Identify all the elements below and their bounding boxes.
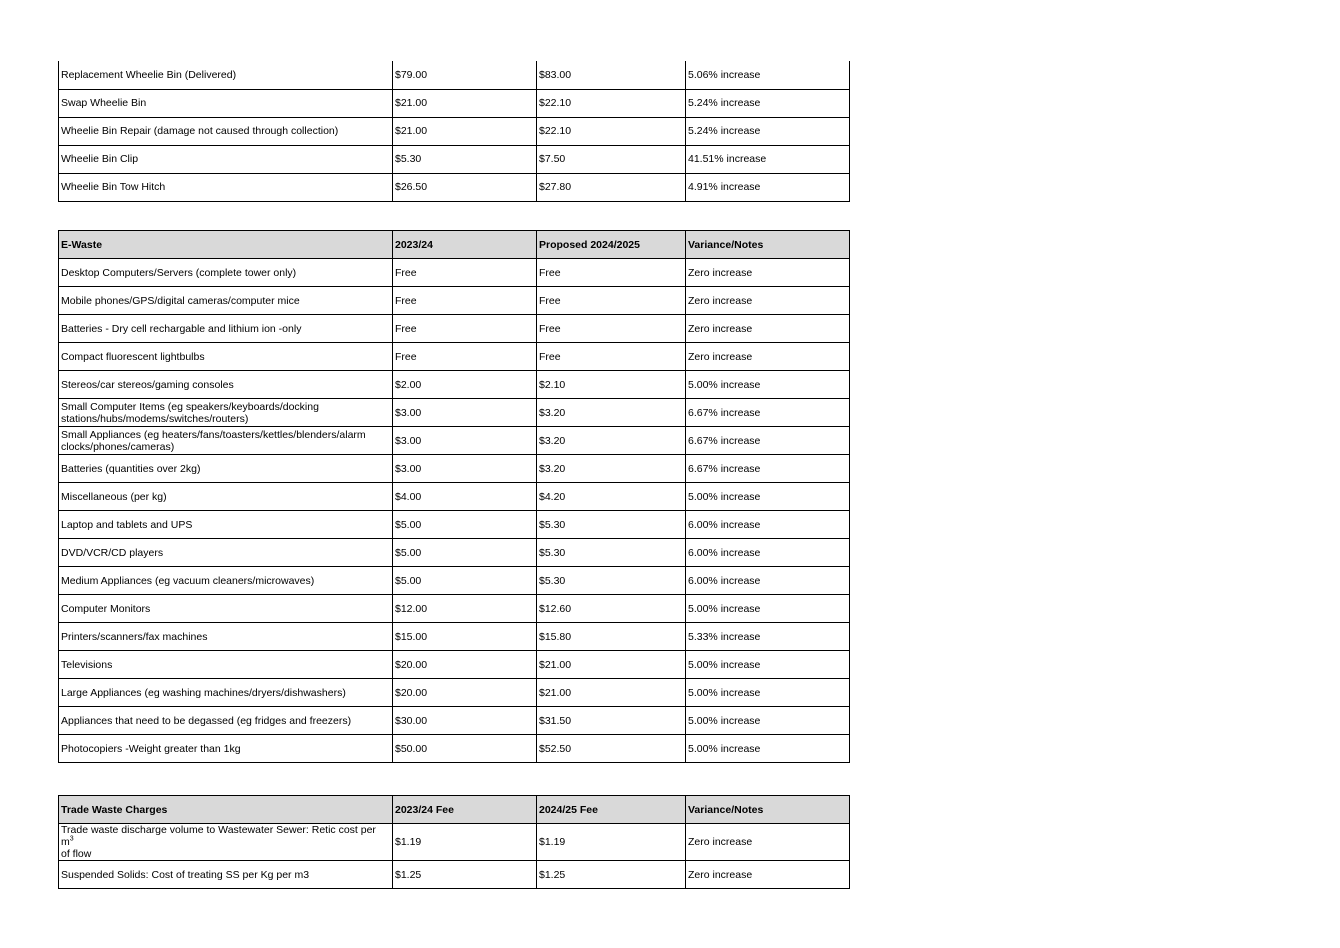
cell-item: Computer Monitors xyxy=(59,595,393,623)
cell-item: Batteries - Dry cell rechargable and lithium ion -only xyxy=(59,315,393,343)
cell-fee-2023: Free xyxy=(393,315,537,343)
cell-item: Large Appliances (eg washing machines/dryers/dishwashers) xyxy=(59,679,393,707)
cell-notes: 6.67% increase xyxy=(686,427,850,455)
cell-fee-2023: $5.00 xyxy=(393,539,537,567)
cell-fee-2023: $3.00 xyxy=(393,455,537,483)
cell-fee-2023: Free xyxy=(393,259,537,287)
cell-fee-2024: $3.20 xyxy=(537,455,686,483)
table-row xyxy=(59,89,850,117)
cell-item: Batteries (quantities over 2kg) xyxy=(59,455,393,483)
cell-fee-2023: $50.00 xyxy=(393,735,537,763)
cell-fee-2023: $4.00 xyxy=(393,483,537,511)
cell-item-text: Trade waste discharge volume to Wastewater Sewer: Retic cost per m xyxy=(61,824,376,848)
cell-fee-2024: $5.30 xyxy=(537,539,686,567)
table-row xyxy=(59,259,850,287)
cell-notes: 41.51% increase xyxy=(686,145,850,173)
cell-notes: Zero increase xyxy=(686,287,850,315)
cell-notes: 5.00% increase xyxy=(686,707,850,735)
cell-notes: 5.06% increase xyxy=(686,61,850,89)
cell-fee-2023: $3.00 xyxy=(393,399,537,427)
cell-notes: 6.00% increase xyxy=(686,539,850,567)
table-row xyxy=(59,117,850,145)
cell-notes: 4.91% increase xyxy=(686,173,850,201)
cell-item-text-continued: of flow xyxy=(61,848,92,860)
cell-fee-2024: $22.10 xyxy=(537,117,686,145)
cell-item: Suspended Solids: Cost of treating SS per Kg per m3 xyxy=(59,861,393,889)
cell-notes: 6.67% increase xyxy=(686,399,850,427)
wheelie-bin-fees-table xyxy=(58,61,850,202)
cell-fee-2024: $21.00 xyxy=(537,651,686,679)
cell-notes: 5.00% increase xyxy=(686,483,850,511)
table-row xyxy=(59,145,850,173)
cell-fee-2023: $2.00 xyxy=(393,371,537,399)
cell-item: Replacement Wheelie Bin (Delivered) xyxy=(59,61,393,89)
table-row xyxy=(59,861,850,889)
table-row xyxy=(59,735,850,763)
cell-fee-2024: $4.20 xyxy=(537,483,686,511)
cell-item: Small Computer Items (eg speakers/keyboards/docking stations/hubs/modems/switches/routers) xyxy=(59,399,393,427)
cell-item xyxy=(59,824,393,861)
header-cell-fee-2024: Proposed 2024/2025 xyxy=(537,231,686,259)
cell-notes: 6.67% increase xyxy=(686,455,850,483)
table-row xyxy=(59,539,850,567)
cell-item: Stereos/car stereos/gaming consoles xyxy=(59,371,393,399)
table-header-row xyxy=(59,231,850,259)
cell-fee-2024: Free xyxy=(537,287,686,315)
cell-fee-2023: $21.00 xyxy=(393,117,537,145)
header-cell-item: Trade Waste Charges xyxy=(59,796,393,824)
cell-notes: 5.00% increase xyxy=(686,651,850,679)
cell-notes: Zero increase xyxy=(686,315,850,343)
cell-fee-2023: $79.00 xyxy=(393,61,537,89)
cell-fee-2024: $83.00 xyxy=(537,61,686,89)
table-row xyxy=(59,343,850,371)
superscript-unit: 3 xyxy=(69,835,74,843)
cell-notes: 5.00% increase xyxy=(686,595,850,623)
wheelie-bin-fees-body xyxy=(59,61,850,201)
cell-fee-2024: $1.19 xyxy=(537,824,686,861)
table-row xyxy=(59,679,850,707)
table-row xyxy=(59,173,850,201)
trade-waste-charges-body xyxy=(59,824,850,889)
cell-notes: Zero increase xyxy=(686,259,850,287)
cell-fee-2024: $5.30 xyxy=(537,567,686,595)
table-row xyxy=(59,567,850,595)
cell-fee-2023: $12.00 xyxy=(393,595,537,623)
cell-fee-2023: $3.00 xyxy=(393,427,537,455)
table-row xyxy=(59,483,850,511)
cell-fee-2024: $21.00 xyxy=(537,679,686,707)
cell-notes: 5.24% increase xyxy=(686,89,850,117)
table-row xyxy=(59,595,850,623)
cell-fee-2024: Free xyxy=(537,259,686,287)
header-cell-fee-2023: 2023/24 xyxy=(393,231,537,259)
cell-fee-2024: $5.30 xyxy=(537,511,686,539)
table-header-row xyxy=(59,796,850,824)
cell-fee-2024: $15.80 xyxy=(537,623,686,651)
table-row xyxy=(59,399,850,427)
cell-item: Printers/scanners/fax machines xyxy=(59,623,393,651)
cell-fee-2024: $7.50 xyxy=(537,145,686,173)
cell-notes: 6.00% increase xyxy=(686,511,850,539)
header-cell-notes: Variance/Notes xyxy=(686,796,850,824)
ewaste-fees-body xyxy=(59,259,850,763)
cell-fee-2024: $12.60 xyxy=(537,595,686,623)
cell-fee-2023: Free xyxy=(393,287,537,315)
cell-fee-2024: $2.10 xyxy=(537,371,686,399)
cell-item: Appliances that need to be degassed (eg fridges and freezers) xyxy=(59,707,393,735)
cell-item: Desktop Computers/Servers (complete tower only) xyxy=(59,259,393,287)
cell-item: Mobile phones/GPS/digital cameras/computer mice xyxy=(59,287,393,315)
cell-item: Televisions xyxy=(59,651,393,679)
cell-fee-2023: $26.50 xyxy=(393,173,537,201)
cell-item: Wheelie Bin Clip xyxy=(59,145,393,173)
cell-fee-2023: $20.00 xyxy=(393,679,537,707)
cell-fee-2024: $22.10 xyxy=(537,89,686,117)
cell-notes: Zero increase xyxy=(686,861,850,889)
cell-fee-2023: $5.30 xyxy=(393,145,537,173)
table-row xyxy=(59,61,850,89)
table-row xyxy=(59,651,850,679)
cell-fee-2023: $21.00 xyxy=(393,89,537,117)
cell-notes: 5.00% increase xyxy=(686,735,850,763)
table-row xyxy=(59,371,850,399)
cell-fee-2023: $5.00 xyxy=(393,567,537,595)
table-row xyxy=(59,623,850,651)
table-row xyxy=(59,315,850,343)
cell-fee-2023: $1.25 xyxy=(393,861,537,889)
table-row xyxy=(59,511,850,539)
cell-fee-2024: Free xyxy=(537,315,686,343)
table-row xyxy=(59,427,850,455)
cell-fee-2024: $3.20 xyxy=(537,427,686,455)
cell-fee-2024: Free xyxy=(537,343,686,371)
cell-item: Small Appliances (eg heaters/fans/toasters/kettles/blenders/alarm clocks/phones/cameras) xyxy=(59,427,393,455)
cell-fee-2023: Free xyxy=(393,343,537,371)
table-row xyxy=(59,455,850,483)
cell-item: Miscellaneous (per kg) xyxy=(59,483,393,511)
cell-notes: 6.00% increase xyxy=(686,567,850,595)
cell-item: Medium Appliances (eg vacuum cleaners/microwaves) xyxy=(59,567,393,595)
cell-fee-2023: $20.00 xyxy=(393,651,537,679)
ewaste-fees-table xyxy=(58,230,850,763)
header-cell-item: E-Waste xyxy=(59,231,393,259)
cell-item: DVD/VCR/CD players xyxy=(59,539,393,567)
cell-item: Wheelie Bin Repair (damage not caused through collection) xyxy=(59,117,393,145)
cell-fee-2023: $15.00 xyxy=(393,623,537,651)
cell-item: Swap Wheelie Bin xyxy=(59,89,393,117)
header-cell-fee-2024: 2024/25 Fee xyxy=(537,796,686,824)
cell-item: Wheelie Bin Tow Hitch xyxy=(59,173,393,201)
header-cell-notes: Variance/Notes xyxy=(686,231,850,259)
header-cell-fee-2023: 2023/24 Fee xyxy=(393,796,537,824)
cell-notes: 5.33% increase xyxy=(686,623,850,651)
table-row xyxy=(59,707,850,735)
trade-waste-charges-table xyxy=(58,795,850,889)
cell-fee-2024: $52.50 xyxy=(537,735,686,763)
cell-fee-2023: $5.00 xyxy=(393,511,537,539)
cell-notes: 5.24% increase xyxy=(686,117,850,145)
cell-notes: 5.00% increase xyxy=(686,371,850,399)
cell-item: Photocopiers -Weight greater than 1kg xyxy=(59,735,393,763)
cell-fee-2024: $31.50 xyxy=(537,707,686,735)
cell-item: Laptop and tablets and UPS xyxy=(59,511,393,539)
cell-fee-2023: $1.19 xyxy=(393,824,537,861)
cell-fee-2024: $1.25 xyxy=(537,861,686,889)
cell-fee-2023: $30.00 xyxy=(393,707,537,735)
cell-notes: 5.00% increase xyxy=(686,679,850,707)
cell-notes: Zero increase xyxy=(686,824,850,861)
cell-notes: Zero increase xyxy=(686,343,850,371)
cell-fee-2024: $3.20 xyxy=(537,399,686,427)
cell-item: Compact fluorescent lightbulbs xyxy=(59,343,393,371)
table-row xyxy=(59,287,850,315)
table-row xyxy=(59,824,850,861)
cell-fee-2024: $27.80 xyxy=(537,173,686,201)
